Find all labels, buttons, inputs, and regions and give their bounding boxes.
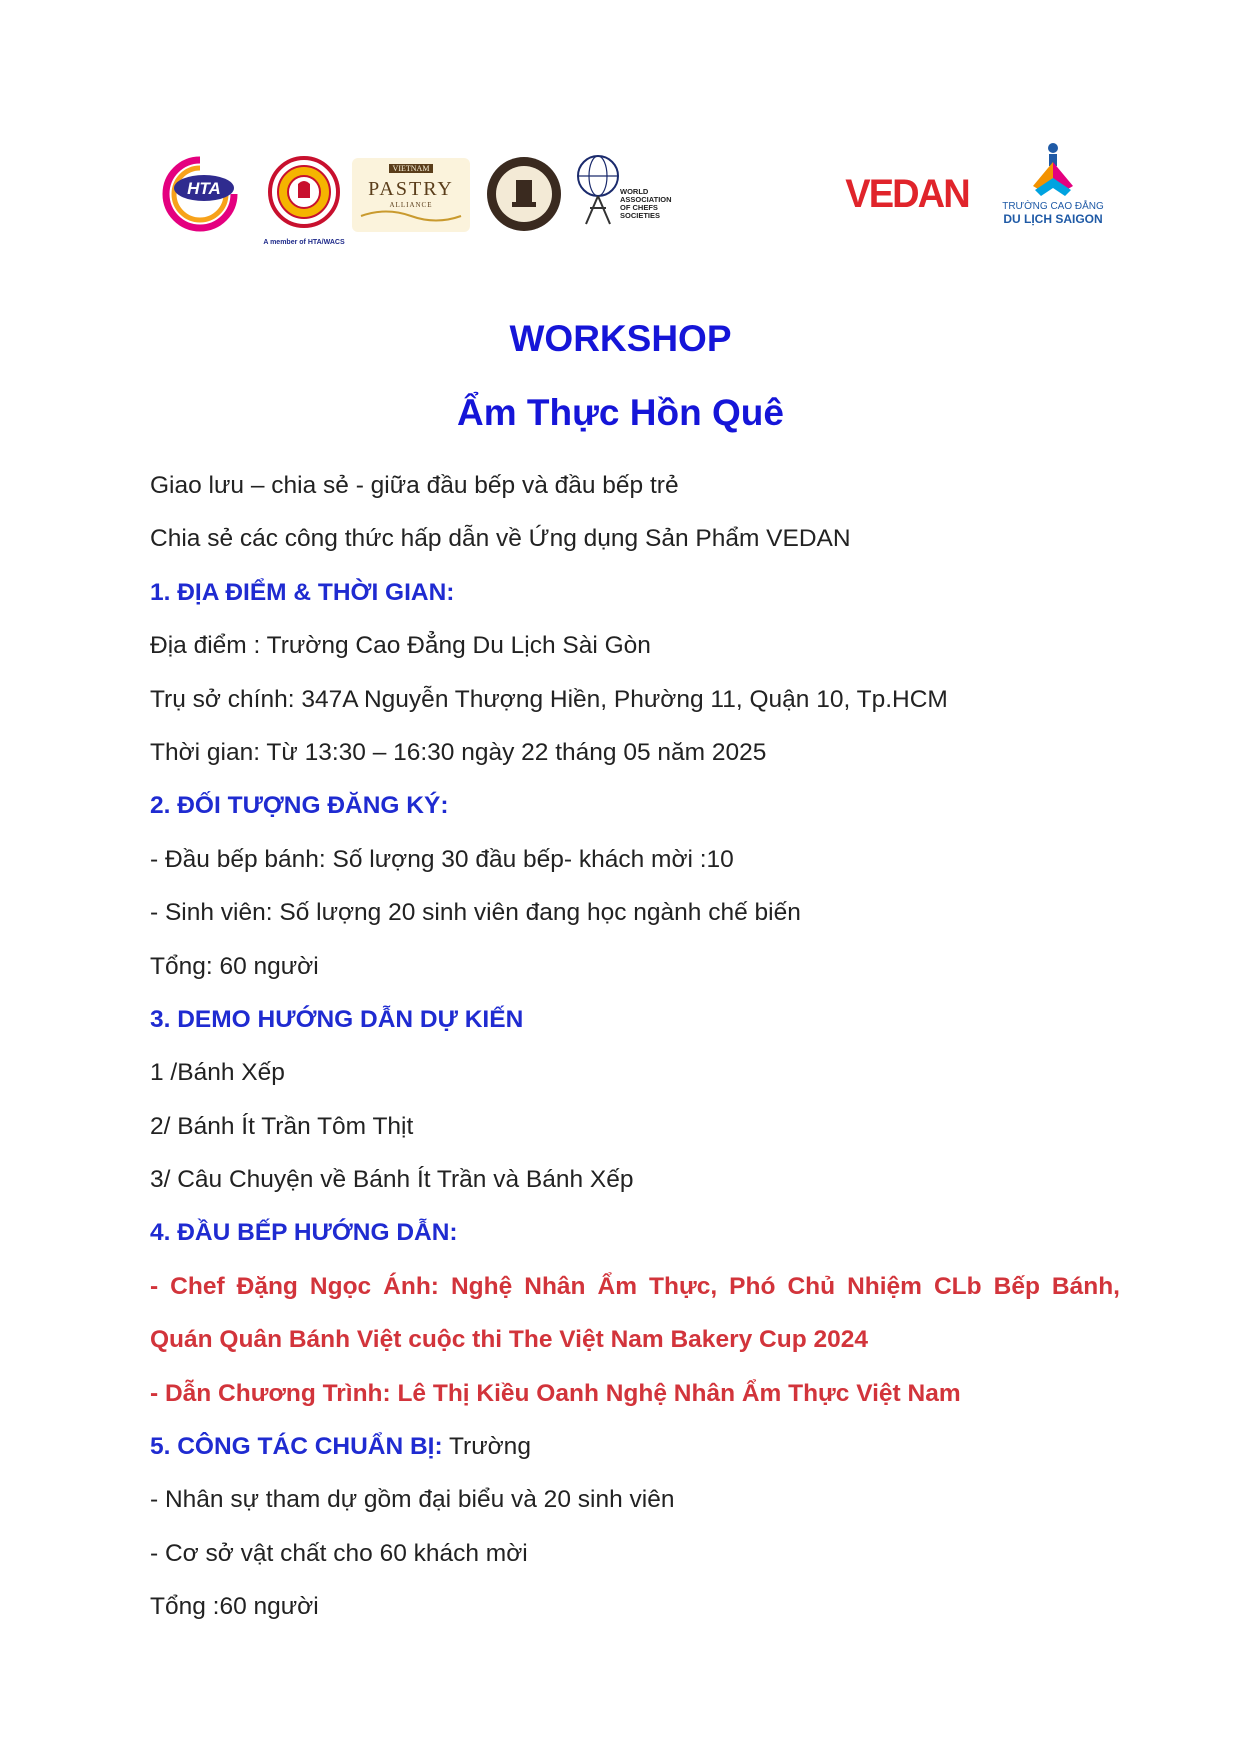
pastry-sub-text: ALLIANCE (389, 201, 433, 209)
wacs-globe-icon (576, 154, 620, 228)
demo-item-3: 3/ Câu Chuyện về Bánh Ít Trần và Bánh Xếp (150, 1166, 634, 1194)
hta-logo-text: HTA (187, 179, 221, 198)
intro-line-2: Chia sẻ các công thức hấp dẫn về Ứng dụng Sản Phẩm VEDAN (150, 525, 851, 553)
school-logo (998, 140, 1108, 240)
facilities-line: - Cơ sở vật chất cho 60 khách mời (150, 1539, 528, 1567)
total-guests-line: Tổng :60 người (150, 1593, 319, 1621)
bakery-seal-graphic (484, 154, 564, 234)
school-text-2: DU LỊCH SAIGON (1003, 212, 1103, 226)
school-emblem-icon (1025, 140, 1081, 198)
time-line: Thời gian: Từ 13:30 – 16:30 ngày 22 tháng 05 năm 2025 (150, 738, 767, 766)
address-line: Trụ sở chính: 347A Nguyễn Thượng Hiền, Phường 11, Quận 10, Tp.HCM (150, 685, 948, 713)
section5-heading-tail: Trường (442, 1433, 531, 1461)
host-line: - Dẫn Chương Trình: Lê Thị Kiều Oanh Nghệ Nhân Ẩm Thực Việt Nam (150, 1379, 961, 1407)
pastry-alliance-logo (352, 158, 470, 232)
workshop-subtitle: Ẩm Thực Hồn Quê (457, 392, 784, 433)
bakery-association-logo (484, 154, 564, 234)
school-text-1: TRƯỜNG CAO ĐẲNG (1002, 201, 1104, 212)
chef-line-1: - Chef Đặng Ngọc Ánh: Nghệ Nhân Ẩm Thực, Phó Chủ Nhiệm CLb Bếp Bánh, (150, 1272, 1120, 1300)
chef-line-2: Quán Quân Bánh Việt cuộc thi The Việt Nam Bakery Cup 2024 (150, 1326, 868, 1354)
section5-heading-row (150, 1427, 1120, 1480)
total-line: Tổng: 60 người (150, 952, 319, 980)
pastry-main-text: PASTRY (368, 178, 454, 200)
section3-heading: 3. DEMO HƯỚNG DẪN DỰ KIẾN (150, 1005, 524, 1033)
chef-association-logo (258, 154, 350, 246)
section5-heading: 5. CÔNG TÁC CHUẨN BỊ: (150, 1433, 443, 1461)
wacs-text-2: ASSOCIATION (620, 195, 672, 204)
section4-heading: 4. ĐẦU BẾP HƯỚNG DẪN: (150, 1219, 458, 1247)
hta-logo-graphic (160, 154, 240, 234)
chefs-count-line: - Đầu bếp bánh: Số lượng 30 đầu bếp- khách mời :10 (150, 845, 734, 873)
document-body (150, 466, 1120, 1641)
pastry-top-text: VIETNAM (389, 164, 434, 173)
section2-heading: 2. ĐỐI TƯỢNG ĐĂNG KÝ: (150, 792, 449, 820)
logo-bar (0, 140, 1241, 250)
section1-heading: 1. ĐỊA ĐIỂM & THỜI GIAN: (150, 578, 455, 606)
hta-logo (160, 154, 240, 234)
demo-item-1: 1 /Bánh Xếp (150, 1059, 285, 1087)
demo-item-2: 2/ Bánh Ít Trần Tôm Thịt (150, 1112, 414, 1140)
chef-seal-caption: A member of HTA/WACS (263, 239, 345, 246)
workshop-title: WORKSHOP (509, 318, 732, 359)
vedan-logo: VEDAN (845, 172, 969, 216)
staff-line: - Nhân sự tham dự gồm đại biểu và 20 sinh viên (150, 1486, 675, 1514)
venue-line: Địa điểm : Trường Cao Đẳng Du Lịch Sài Gòn (150, 632, 651, 660)
chef-seal-graphic (258, 154, 350, 234)
wacs-text-3: OF CHEFS (620, 203, 658, 212)
wacs-logo (576, 154, 686, 244)
intro-line-1: Giao lưu – chia sẻ - giữa đầu bếp và đầu bếp trẻ (150, 472, 679, 499)
pastry-swirl (356, 209, 466, 223)
students-count-line: - Sinh viên: Số lượng 20 sinh viên đang học ngành chế biến (150, 899, 801, 927)
wacs-text-1: WORLD (620, 187, 649, 196)
wacs-text-4: SOCIETIES (620, 211, 661, 220)
